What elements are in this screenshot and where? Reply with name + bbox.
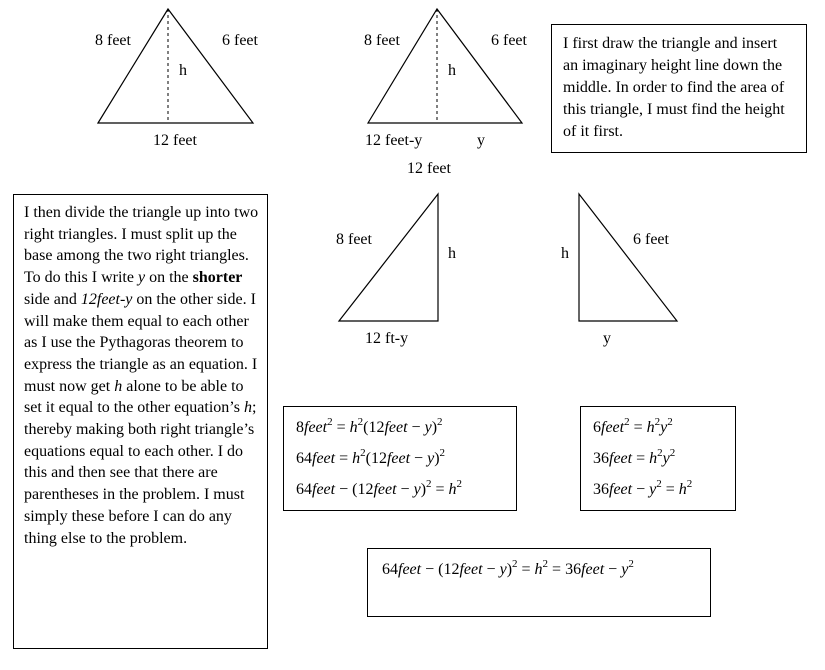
triangle-1-left-side-label: 8 feet	[95, 32, 131, 49]
triangle-2-right-side-label: 6 feet	[491, 32, 527, 49]
note-left-var-h-2: h	[243, 399, 252, 417]
triangle-1-base-label: 12 feet	[153, 132, 197, 149]
equation-left-2: 64feet = $h^2(12feet - y)^2$	[296, 447, 446, 467]
equation-combined: 64feet − (12feet − $y)^2 = h^2$ = 36feet − $y^2$	[382, 558, 634, 578]
equation-right-3: 36feet − $y^2 = h^2$	[593, 478, 693, 498]
right-triangle-right-hyp-label: 6 feet	[633, 231, 669, 248]
note-left-text-2: on the	[145, 269, 193, 287]
triangle-2-left-side-label: 8 feet	[364, 32, 400, 49]
note-left-var-h: h	[114, 377, 123, 395]
right-triangle-left-hyp-label: 8 feet	[336, 231, 372, 248]
note-left-text-6: ; thereby making both right triangle’s equations equal to each other. I do this and then see that there are parentheses in the problem. I must simply these before I can do any thing else to the problem.	[24, 399, 257, 547]
right-triangle-right	[579, 194, 677, 321]
note-left-text-3: side and	[24, 290, 81, 308]
triangle-2-base-total-label: 12 feet	[407, 160, 451, 177]
triangle-2-base-left-label: 12 feet-y	[365, 132, 423, 149]
right-triangle-left-base-label: 12 ft-y	[365, 330, 409, 347]
equation-box-right	[580, 406, 736, 511]
triangle-2-base-right-label: y	[477, 132, 485, 149]
note-left-shorter: shorter	[192, 269, 243, 287]
triangle-1-right-side-label: 6 feet	[222, 32, 258, 49]
triangle-2	[368, 9, 522, 123]
note-left-text-4: on the other side. I will make them equal to each other as I use the Pythagoras theorem to express the triangle as an equation. I must now get	[24, 290, 258, 395]
note-left-var-y: y	[137, 269, 146, 287]
right-triangle-left-height-label: h	[448, 245, 456, 262]
triangle-2-height-label: h	[448, 62, 456, 79]
note-left-var-12feet-y: 12feet-y	[80, 290, 133, 308]
right-triangle-right-base-label: y	[603, 330, 611, 347]
note-left-text-1: I then divide the triangle up into two right triangles. I must split up the base among the two right triangles. To do this I write	[24, 204, 259, 287]
equation-right-2: 36feet = $h^2y^2$	[593, 447, 676, 467]
triangle-1	[98, 9, 253, 123]
triangle-1-height-label: h	[179, 62, 187, 79]
explanation-note-top: I first draw the triangle and insert an imaginary height line down the middle. In order to find the area of this triangle, I must find the height of it first.	[551, 24, 807, 153]
explanation-note-left	[13, 194, 268, 649]
note-left-text-5: alone to be able to set it equal to the other equation’s	[24, 377, 244, 417]
equation-left-3: 64feet − (12feet − $y)^2 = h^2$	[296, 478, 463, 498]
equation-right-1: 6feet$^2$ = $h^2y^2$	[593, 416, 673, 436]
equation-box-left	[283, 406, 517, 511]
equation-box-combined	[367, 548, 711, 617]
equation-left-1: 8feet$^2$ = $h^2(12feet - y)^2$	[296, 416, 443, 436]
right-triangle-left	[339, 194, 438, 321]
right-triangle-right-height-label: h	[561, 245, 569, 262]
